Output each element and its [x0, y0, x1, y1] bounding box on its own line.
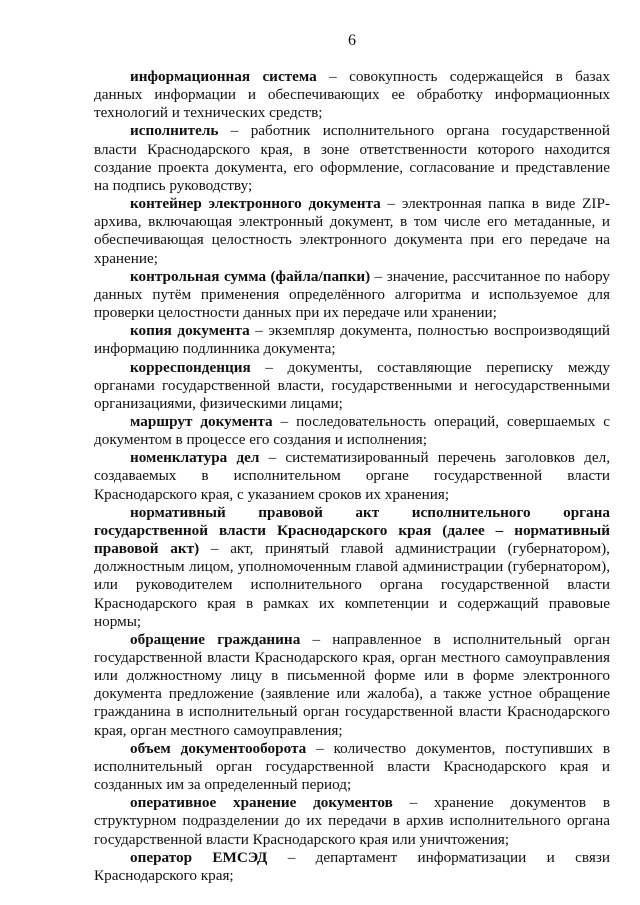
- page-number: 6: [348, 32, 356, 49]
- glossary-term: номенклатура дел: [130, 449, 260, 467]
- glossary-entry: [94, 740, 610, 794]
- glossary-definition: – департамент информатизации и связи Краснодарского края;: [94, 848, 610, 884]
- glossary-definition: – систематизированный перечень заголовков дел, создаваемых в исполнительном органе государственной власти Краснодарского края, с указанием сроков их хранения;: [94, 449, 610, 503]
- glossary-definition: – экземпляр документа, полностью воспроизводящий информацию подлинника документа;: [94, 322, 610, 358]
- glossary-definition: – направленное в исполнительный орган государственной власти Краснодарского края, орган местного самоуправления или должностному лицу в письменной форме или в форме электронного документа предложение (заявление или жалоба), а также устное обращение гражданина в исполнительный орган государственной власти Краснодарского края, орган местного самоуправления;: [94, 630, 610, 739]
- glossary-definition: – совокупность содержащейся в базах данных информации и обеспечивающих ее обработку информационных технологий и технических средств;: [94, 68, 610, 122]
- glossary-definition: – количество документов, поступивших в исполнительный орган государственной власти Краснодарского края и созданных им за определенный период;: [94, 739, 610, 794]
- glossary-definition: – документы, составляющие переписку между органами государственной власти, государственными и негосударственными организациями, физическими лицами;: [94, 358, 610, 412]
- glossary-term: объем документооборота: [130, 739, 307, 757]
- glossary-entry: [94, 322, 610, 358]
- glossary-definition: – последовательность операций, совершаемых с документом в процессе его создания и исполнения;: [94, 412, 610, 449]
- glossary-definition: – электронная папка в виде ZIP-архива, включающая электронный документ, в том числе его метаданные, и обеспечивающая целостность электронного документа при его передаче на хранение;: [94, 195, 610, 267]
- glossary-term: маршрут документа: [130, 412, 273, 430]
- glossary-entry: [94, 849, 610, 885]
- glossary-term: контейнер электронного документа: [130, 195, 381, 213]
- glossary-entry: [94, 68, 610, 122]
- glossary-term: исполнитель: [130, 122, 219, 140]
- glossary-term: оператор ЕМСЭД: [130, 848, 268, 866]
- glossary-definition: – значение, рассчитанное по набору данных путём применения определённого алгоритма и используемое для проверки целостности данных при их передаче или хранении;: [94, 267, 610, 322]
- glossary-entry: [94, 268, 610, 322]
- glossary-entry: [94, 631, 610, 740]
- glossary-term: оперативное хранение документов: [130, 794, 393, 812]
- glossary-entry: [94, 794, 610, 848]
- glossary-text: [94, 68, 610, 885]
- glossary-term: информационная система: [130, 68, 317, 85]
- glossary-term: корреспонденция: [130, 358, 251, 376]
- glossary-definition: – акт, принятый главой администрации (губернатором), должностным лицом, уполномоченным главой администрации (губернатором), или руководителем исполнительного органа государственной власти Краснодарского края в рамках их компетенции и содержащий правовые нормы;: [94, 540, 610, 630]
- glossary-term: копия документа: [130, 322, 250, 340]
- glossary-entry: [94, 504, 610, 631]
- glossary-term: нормативный правовой акт исполнительного органа государственной власти Краснодарского края (далее – нормативный правовой акт): [94, 503, 610, 558]
- glossary-term: контрольная сумма (файла/папки): [130, 267, 371, 285]
- glossary-entry: [94, 413, 610, 449]
- glossary-entry: [94, 359, 610, 413]
- glossary-definition: – хранение документов в структурном подразделении до их передачи в архив исполнительного органа государственной власти Краснодарского края или уничтожения;: [94, 794, 610, 848]
- glossary-entry: [94, 449, 610, 503]
- glossary-entry: [94, 122, 610, 195]
- glossary-term: обращение гражданина: [130, 630, 301, 648]
- glossary-definition: – работник исполнительного органа государственной власти Краснодарского края, в зоне ответственности которого находится создание проекта документа, его оформление, согласование и представление на подпись руководству;: [94, 122, 610, 194]
- glossary-entry: [94, 195, 610, 268]
